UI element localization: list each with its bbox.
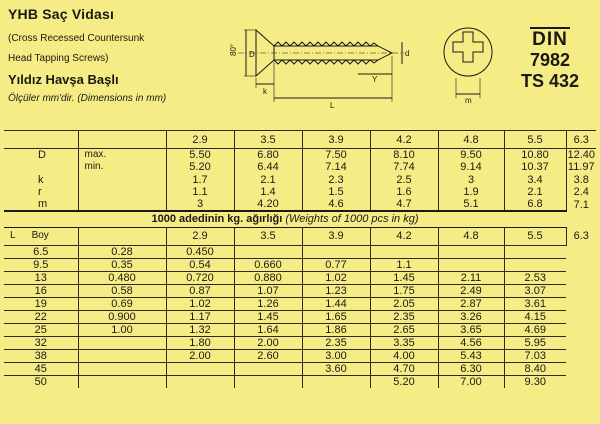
weight-row bbox=[4, 375, 596, 388]
length-value: 19 bbox=[4, 297, 78, 310]
weight-value: 2.60 bbox=[234, 349, 302, 362]
dimension-value: 5.50 bbox=[166, 149, 234, 162]
weight-row bbox=[4, 245, 596, 258]
product-title: YHB Saç Vidası bbox=[8, 6, 115, 22]
length-value: 38 bbox=[4, 349, 78, 362]
dimension-label bbox=[4, 161, 78, 173]
weight-value: 3.35 bbox=[370, 336, 438, 349]
weight-value: 0.28 bbox=[78, 245, 166, 258]
dimension-value: 3.8 bbox=[573, 173, 589, 186]
weight-value: 1.75 bbox=[370, 284, 438, 297]
length-col-label bbox=[4, 227, 78, 245]
weight-value bbox=[302, 375, 370, 388]
weight-value: 0.480 bbox=[78, 271, 166, 284]
weight-value: 0.35 bbox=[78, 258, 166, 271]
size-header-cell: 4.2 bbox=[370, 227, 438, 245]
dimension-value: 3.4 bbox=[504, 173, 566, 185]
weight-value: 2.65 bbox=[370, 323, 438, 336]
length-value: 50 bbox=[4, 375, 78, 388]
weight-value: 1.02 bbox=[302, 271, 370, 284]
weight-value: 3.60 bbox=[302, 362, 370, 375]
weight-value: 0.450 bbox=[166, 245, 234, 258]
weight-value: 2.00 bbox=[234, 336, 302, 349]
weight-value: 1.45 bbox=[234, 310, 302, 323]
weight-value: 1.45 bbox=[370, 271, 438, 284]
dimension-value: 11.97 bbox=[567, 161, 595, 174]
weight-value: 5.95 bbox=[504, 336, 566, 349]
weight-value: 4.00 bbox=[370, 349, 438, 362]
dimension-value: 1.6 bbox=[370, 186, 438, 198]
weight-row bbox=[4, 284, 596, 297]
dimension-value: 10.80 bbox=[504, 149, 566, 162]
weight-value: 1.86 bbox=[302, 323, 370, 336]
dimension-value: 2.1 bbox=[504, 186, 566, 198]
dimension-value: 2.1 bbox=[234, 173, 302, 185]
subtitle-line-1: (Cross Recessed Countersunk bbox=[8, 33, 145, 44]
dimension-value: 1.9 bbox=[438, 186, 504, 198]
dimension-value: 2.5 bbox=[370, 173, 438, 185]
weight-value: 8.40 bbox=[504, 362, 566, 375]
dimension-label: k bbox=[4, 173, 78, 185]
length-value: 16 bbox=[4, 284, 78, 297]
dimension-value: 12.40 bbox=[567, 149, 596, 161]
size-header-cell: 4.8 bbox=[438, 131, 504, 149]
dimension-row bbox=[4, 186, 596, 198]
label-Y: Y bbox=[372, 75, 378, 84]
label-D: D bbox=[249, 50, 255, 59]
weights-section-header bbox=[4, 211, 596, 227]
product-subtitle bbox=[8, 29, 218, 69]
angle-label: 80° bbox=[229, 43, 238, 56]
dimension-sublabel: max. bbox=[78, 149, 166, 162]
weight-value bbox=[234, 362, 302, 375]
weight-value bbox=[234, 245, 302, 258]
weight-value: 1.32 bbox=[166, 323, 234, 336]
weight-value: 1.17 bbox=[166, 310, 234, 323]
weight-value: 1.64 bbox=[234, 323, 302, 336]
dimension-value: 6.80 bbox=[234, 149, 302, 162]
weight-value bbox=[78, 362, 166, 375]
weight-value: 6.30 bbox=[438, 362, 504, 375]
dimension-value: 5.1 bbox=[438, 198, 504, 211]
weight-value: 3.07 bbox=[504, 284, 566, 297]
weight-value: 0.720 bbox=[166, 271, 234, 284]
weight-value: 2.00 bbox=[166, 349, 234, 362]
weight-value: 4.15 bbox=[504, 310, 566, 323]
weight-value bbox=[78, 336, 166, 349]
spec-table bbox=[4, 130, 596, 388]
size-header-cell: 5.5 bbox=[504, 227, 566, 245]
dimension-value: 6.44 bbox=[234, 161, 302, 173]
weight-value: 2.53 bbox=[504, 271, 566, 284]
dimension-value: 7.50 bbox=[302, 149, 370, 162]
weight-value bbox=[370, 245, 438, 258]
weight-value: 2.05 bbox=[370, 297, 438, 310]
length-value: 13 bbox=[4, 271, 78, 284]
size-header-cell: 4.8 bbox=[438, 227, 504, 245]
size-header-cell: 3.9 bbox=[302, 227, 370, 245]
dimension-value: 8.10 bbox=[370, 149, 438, 162]
weight-value: 1.07 bbox=[234, 284, 302, 297]
weight-value: 3.65 bbox=[438, 323, 504, 336]
weight-value: 2.49 bbox=[438, 284, 504, 297]
size-header-cell: 2.9 bbox=[166, 227, 234, 245]
size-header-cell: 3.5 bbox=[234, 227, 302, 245]
dimension-sublabel bbox=[78, 198, 166, 211]
weight-value: 3.61 bbox=[504, 297, 566, 310]
ts-standard: TS 432 bbox=[520, 71, 580, 91]
dimension-label: r bbox=[4, 186, 78, 198]
weight-value: 1.02 bbox=[166, 297, 234, 310]
weight-value: 9.30 bbox=[504, 375, 566, 388]
subtitle-line-2: Head Tapping Screws) bbox=[8, 53, 109, 64]
size-header-cell: 3.9 bbox=[302, 131, 370, 149]
header-blank bbox=[4, 131, 78, 149]
boy-label: Boy bbox=[31, 230, 49, 242]
size-header-cell: 2.9 bbox=[166, 131, 234, 149]
length-label: L bbox=[10, 230, 16, 242]
dimension-sublabel bbox=[78, 173, 166, 185]
weight-value: 0.900 bbox=[78, 310, 166, 323]
dimension-label: D bbox=[4, 149, 78, 162]
dimension-row bbox=[4, 198, 596, 211]
dimension-value: 1.5 bbox=[302, 186, 370, 198]
weight-value: 1.80 bbox=[166, 336, 234, 349]
weight-value: 0.880 bbox=[234, 271, 302, 284]
dimension-value: 1.1 bbox=[166, 186, 234, 198]
weight-value: 4.56 bbox=[438, 336, 504, 349]
dimension-value: 1.4 bbox=[234, 186, 302, 198]
dimension-value: 3 bbox=[166, 198, 234, 211]
dimension-label: m bbox=[4, 198, 78, 211]
length-value: 22 bbox=[4, 310, 78, 323]
label-d: d bbox=[405, 49, 410, 58]
weight-value: 0.58 bbox=[78, 284, 166, 297]
size-header-cell: 4.2 bbox=[370, 131, 438, 149]
weight-row bbox=[4, 323, 596, 336]
dimension-value: 1.7 bbox=[166, 173, 234, 185]
dimension-sublabel bbox=[78, 186, 166, 198]
weight-value: 2.35 bbox=[302, 336, 370, 349]
weight-value: 0.87 bbox=[166, 284, 234, 297]
weight-value bbox=[78, 375, 166, 388]
weight-row bbox=[4, 258, 596, 271]
dimension-value: 5.20 bbox=[166, 161, 234, 173]
weight-value bbox=[504, 258, 566, 271]
weight-row bbox=[4, 271, 596, 284]
weight-row bbox=[4, 362, 596, 375]
weights-header-row bbox=[4, 227, 596, 245]
weight-value: 3.00 bbox=[302, 349, 370, 362]
weight-row bbox=[4, 310, 596, 323]
length-value: 6.5 bbox=[4, 245, 78, 258]
dimension-row bbox=[4, 161, 596, 173]
size-header-cell: 6.3 bbox=[566, 131, 596, 149]
weight-value: 1.26 bbox=[234, 297, 302, 310]
label-k: k bbox=[263, 87, 267, 96]
weight-value bbox=[166, 375, 234, 388]
dimension-value: 3 bbox=[438, 173, 504, 185]
label-m: m bbox=[465, 96, 472, 104]
weights-title-italic: (Weights of 1000 pcs in kg) bbox=[285, 213, 419, 226]
weight-value bbox=[78, 349, 166, 362]
dimension-value: 7.1 bbox=[573, 198, 589, 211]
weight-value: 1.44 bbox=[302, 297, 370, 310]
weight-value: 2.87 bbox=[438, 297, 504, 310]
dimensions-note: Ölçüler mm'dir. (Dimensions in mm) bbox=[8, 93, 167, 104]
header-blank bbox=[78, 227, 166, 245]
screw-side-drawing bbox=[228, 22, 420, 112]
weight-value: 0.660 bbox=[234, 258, 302, 271]
weight-value: 3.26 bbox=[438, 310, 504, 323]
dimension-value: 10.37 bbox=[504, 161, 566, 173]
weight-row bbox=[4, 336, 596, 349]
weight-value bbox=[166, 362, 234, 375]
weight-value: 1.00 bbox=[78, 323, 166, 336]
weight-value: 1.23 bbox=[302, 284, 370, 297]
size-header-row bbox=[4, 131, 596, 149]
weight-value bbox=[504, 245, 566, 258]
dimension-value: 4.6 bbox=[302, 198, 370, 211]
weight-value: 1.65 bbox=[302, 310, 370, 323]
weight-value: 7.00 bbox=[438, 375, 504, 388]
weight-value: 1.1 bbox=[370, 258, 438, 271]
dimension-row bbox=[4, 173, 596, 185]
product-title-turkish: Yıldız Havşa Başlı bbox=[8, 72, 119, 87]
dimension-value: 4.7 bbox=[370, 198, 438, 211]
weight-value: 0.54 bbox=[166, 258, 234, 271]
size-header-cell: 3.5 bbox=[234, 131, 302, 149]
weight-row bbox=[4, 349, 596, 362]
dimension-value: 4.20 bbox=[234, 198, 302, 211]
weight-value: 0.69 bbox=[78, 297, 166, 310]
size-header-cell: 5.5 bbox=[504, 131, 566, 149]
dimension-sublabel: min. bbox=[78, 161, 166, 173]
screw-head-view bbox=[438, 22, 498, 104]
length-value: 32 bbox=[4, 336, 78, 349]
weight-value: 4.70 bbox=[370, 362, 438, 375]
dimension-row bbox=[4, 149, 596, 162]
weights-section-title bbox=[4, 211, 566, 227]
weight-row bbox=[4, 297, 596, 310]
dimension-value: 2.4 bbox=[573, 185, 589, 198]
weight-value: 2.11 bbox=[438, 271, 504, 284]
size-header-cell: 6.3 bbox=[573, 230, 589, 243]
weight-value bbox=[302, 245, 370, 258]
standard-block bbox=[510, 30, 590, 92]
dimension-value: 9.50 bbox=[438, 149, 504, 162]
weights-title-bold: 1000 adedinin kg. ağırlığı bbox=[151, 213, 283, 226]
title-block bbox=[8, 6, 218, 104]
dimension-value: 7.74 bbox=[370, 161, 438, 173]
dimension-value: 7.14 bbox=[302, 161, 370, 173]
length-value: 45 bbox=[4, 362, 78, 375]
din-number: 7982 bbox=[529, 50, 571, 70]
weight-value: 2.35 bbox=[370, 310, 438, 323]
dimension-value: 6.8 bbox=[504, 198, 566, 211]
weight-value: 7.03 bbox=[504, 349, 566, 362]
weight-value: 4.69 bbox=[504, 323, 566, 336]
dimension-value: 9.14 bbox=[438, 161, 504, 173]
weight-value: 0.77 bbox=[302, 258, 370, 271]
header-blank bbox=[78, 131, 166, 149]
weight-value bbox=[234, 375, 302, 388]
weight-value: 5.43 bbox=[438, 349, 504, 362]
din-label: DIN bbox=[532, 29, 568, 50]
length-value: 25 bbox=[4, 323, 78, 336]
length-value: 9.5 bbox=[4, 258, 78, 271]
label-L: L bbox=[330, 101, 335, 110]
dimension-value: 2.3 bbox=[302, 173, 370, 185]
weight-value bbox=[438, 245, 504, 258]
weight-value bbox=[438, 258, 504, 271]
weight-value: 5.20 bbox=[370, 375, 438, 388]
